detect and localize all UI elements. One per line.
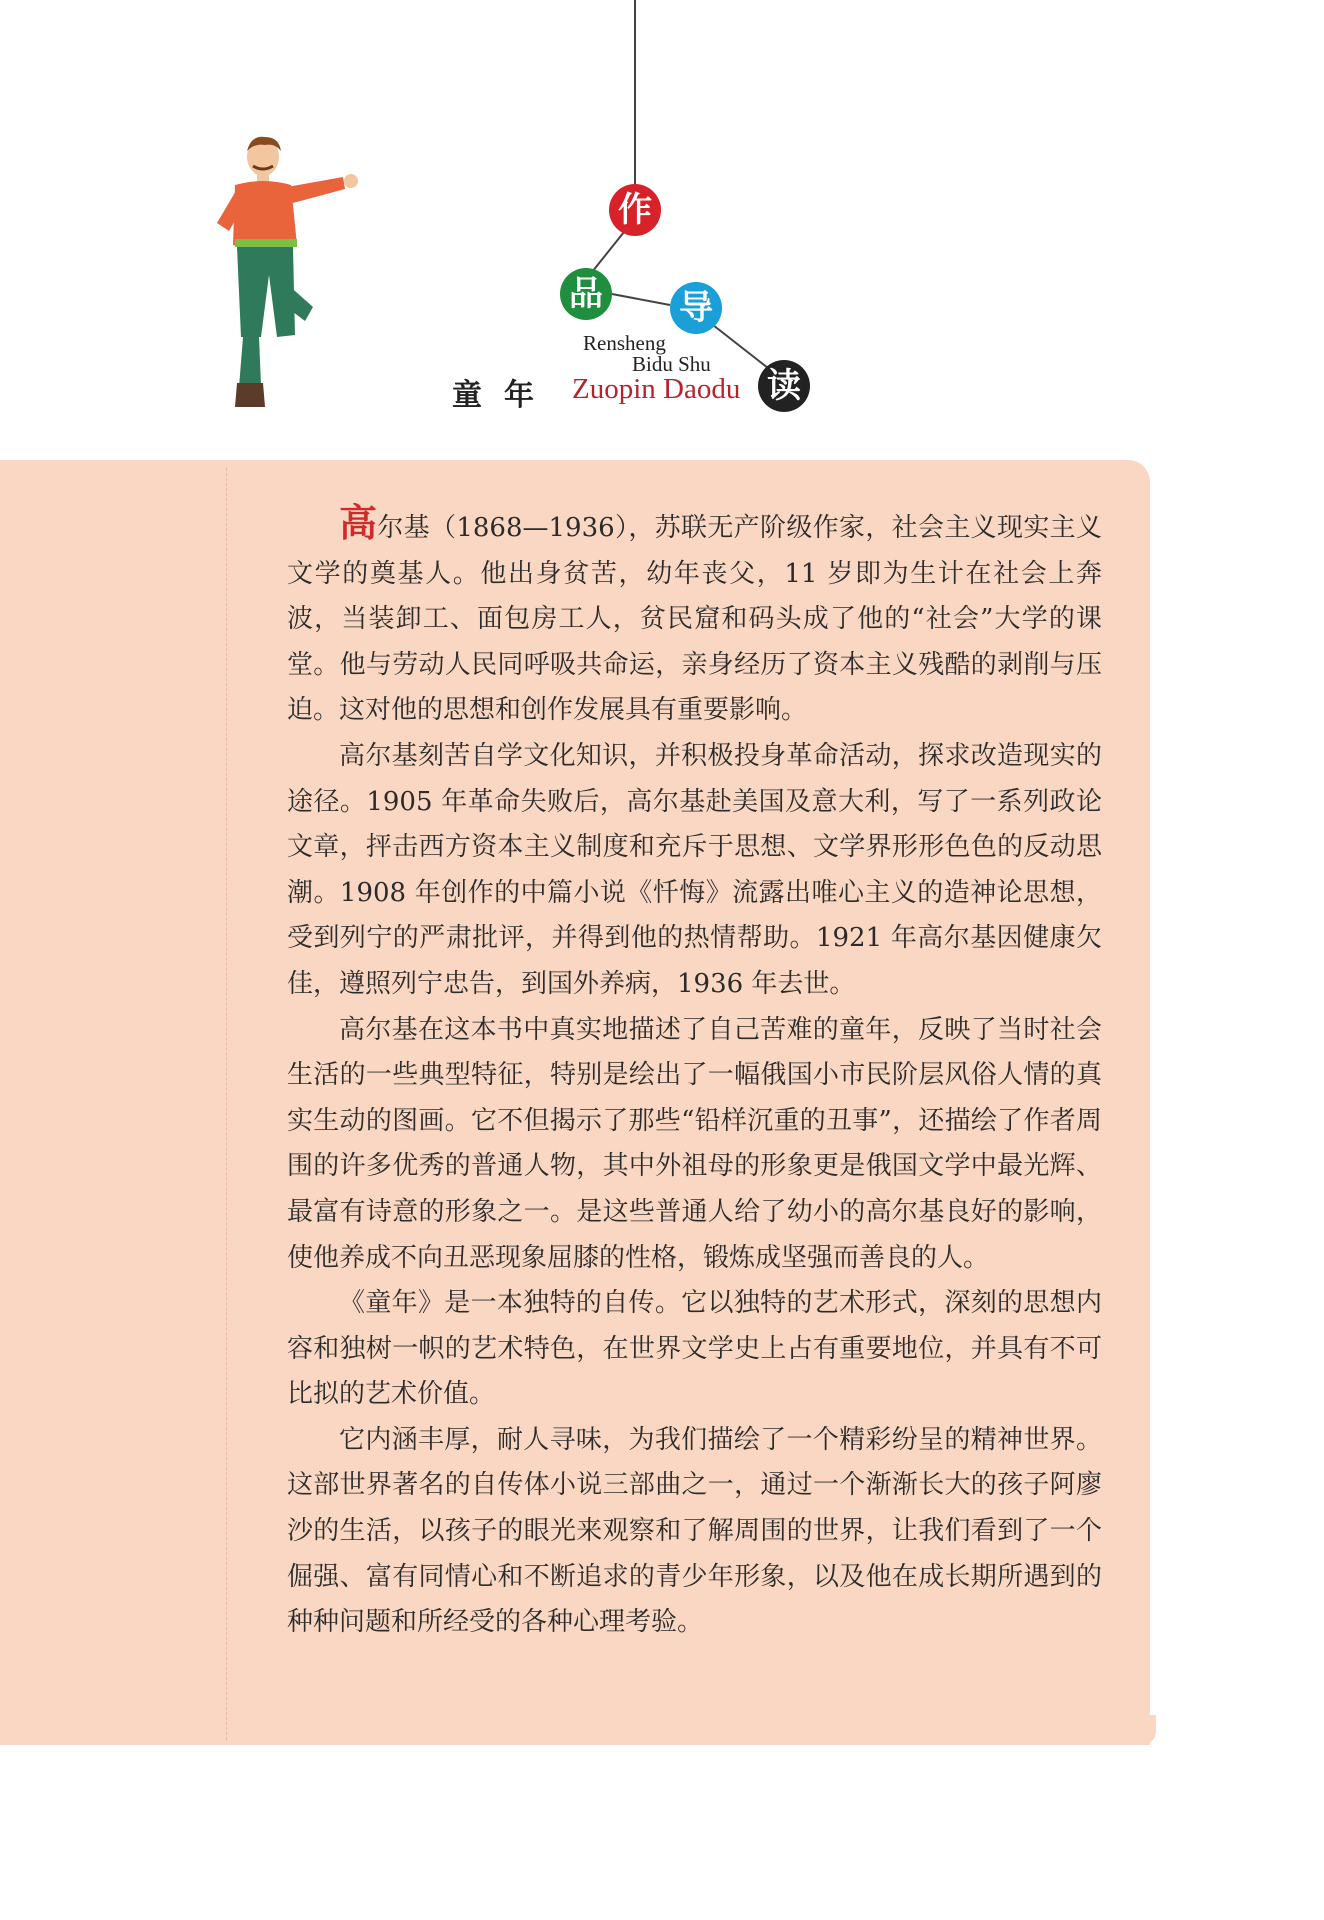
badge-char-dao: 导 <box>670 282 722 334</box>
panel-corner-tab <box>1138 1715 1156 1745</box>
boy-figure-icon <box>195 125 375 415</box>
badge-char-du: 读 <box>758 360 810 412</box>
book-title: 童年 <box>452 378 556 413</box>
paragraph-1 <box>287 500 1102 734</box>
paragraph-2: 高尔基刻苦自学文化知识，并积极投身革命活动，探求改造现实的途径。1905 年革命失败后，高尔基赴美国及意大利，写了一系列政论文章，抨击西方资本主义制度和充斥于思想、文学界形形色色的反动思潮。1908 年创作的中篇小说《忏悔》流露出唯心主义的造神论思想，受到列宁的严肃批评，并得到他的热情帮助。1921 年高尔基因健康欠佳，遵照列宁忠告，到国外养病，1936 年去世。 <box>287 740 1102 999</box>
series-name-line1: Rensheng <box>583 331 666 355</box>
badge-char-zuo: 作 <box>609 184 661 236</box>
paragraph-1-text: 尔基（1868—1936），苏联无产阶级作家，社会主义现实主义文学的奠基人。他出身贫苦，幼年丧父，11 岁即为生计在社会上奔波，当装卸工、面包房工人，贫民窟和码头成了他的“社会”大学的课堂。他与劳动人民同呼吸共命运，亲身经历了资本主义残酷的剥削与压迫。这对他的思想和创作发展具有重要影响。 <box>287 513 1102 726</box>
paragraph-4: 《童年》是一本独特的自传。它以独特的艺术形式，深刻的思想内容和独树一帜的艺术特色，在世界文学史上占有重要地位，并具有不可比拟的艺术价值。 <box>287 1288 1102 1410</box>
drop-cap: 高 <box>339 500 378 545</box>
paragraph-3: 高尔基在这本书中真实地描述了自己苦难的童年，反映了当时社会生活的一些典型特征，特别是绘出了一幅俄国小市民阶层风俗人情的真实生动的图画。它不但揭示了那些“铅样沉重的丑事”，还描绘了作者周围的许多优秀的普通人物，其中外祖母的形象更是俄国文学中最光辉、最富有诗意的形象之一。是这些普通人给了幼小的高尔基良好的影响，使他养成不向丑恶现象屈膝的性格，锻炼成坚强而善良的人。 <box>287 1014 1102 1273</box>
section-title: Zuopin Daodu <box>572 373 741 405</box>
badge-char-pin: 品 <box>560 268 612 320</box>
article-body <box>287 500 1102 1646</box>
paragraph-5: 它内涵丰厚，耐人寻味，为我们描绘了一个精彩纷呈的精神世界。这部世界著名的自传体小说三部曲之一，通过一个渐渐长大的孩子阿廖沙的生活，以孩子的眼光来观察和了解周围的世界，让我们看到了一个倔强、富有同情心和不断追求的青少年形象，以及他在成长期所遇到的种种问题和所经受的各种心理考验。 <box>287 1424 1102 1638</box>
series-name-line2: Bidu Shu <box>632 352 711 376</box>
margin-rule <box>226 468 227 1740</box>
